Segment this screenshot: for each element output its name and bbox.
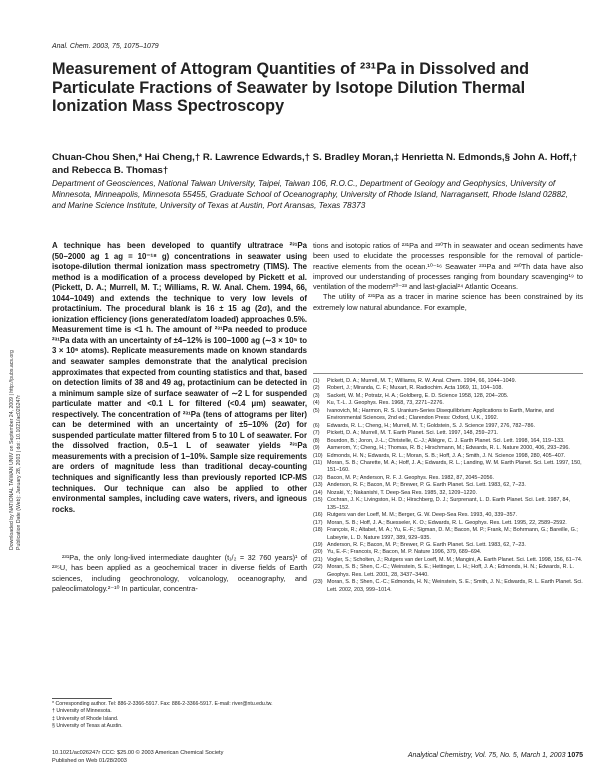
introduction bbox=[52, 553, 307, 594]
reference-item bbox=[313, 393, 583, 400]
sidebar-download-line: Downloaded by NATIONAL TAIWAN UNIV on September 24, 2009 | http://pubs.acs.org bbox=[9, 350, 15, 550]
reference-text: Asmerom, Y.; Cheng, H.; Thomas, R. B.; Hirschmann, M.; Edwards, R. L. Nature 2000, 406, 293−296. bbox=[327, 445, 570, 452]
reference-item bbox=[313, 385, 583, 392]
reference-text: Anderson, R. F.; Bacon, M. P.; Brewer, P. G. Earth Planet. Sci. Lett. 1983, 62, 7−23. bbox=[327, 482, 526, 489]
reference-text: Moran, S. B.; Shen, C.-C.; Weinstein, S. E.; Hettinger, L. H.; Hoff, J. A.; Edmonds, H. N.; Edwards, R. L. Geophys. Res. Lett. 2001, 28, 3437−3440. bbox=[327, 564, 574, 578]
reference-item bbox=[313, 378, 583, 385]
reference-text: Edwards, R. L.; Cheng, H.; Murrell, M. T.; Goldstein, S. J. Science 1997, 276, 782−786. bbox=[327, 422, 535, 429]
intro-paragraph: ²³¹Pa, the only long-lived intermediate daughter (t₁/₂ = 32 760 years)¹ of ²³⁵U, has been applied as a geochemical tracer in diverse fields of Earth sciences, including geochronology, volcanology, oceanography, and paleoclimatology.²⁻¹⁰ In particular, concentra- bbox=[52, 553, 307, 593]
article-title: Measurement of Attogram Quantities of ²³¹Pa in Dissolved and Particulate Fractions of Seawater by Isotope Dilution Thermal Ionization Mass Spectroscopy bbox=[52, 60, 529, 116]
reference-number: (14) bbox=[313, 489, 323, 496]
reference-item bbox=[313, 579, 583, 594]
journal-footer bbox=[380, 752, 583, 759]
reference-number: (16) bbox=[313, 512, 323, 519]
footnotes bbox=[52, 701, 307, 731]
abstract: A technique has been developed to quantify ultratrace ²³¹Pa (50−2000 ag 1 ag = 10⁻¹⁸ g) concentrations in seawater using isotope-dilution thermal ionization mass spectrometry (TIMS). The method is a modification of a process developed by Pickett et al. (Pickett, D. A.; Murrell, M. T.; Williams, R. W. Anal. Chem. 1994, 66, 1044−1049) and extends the technique to very low levels of protactinium. The procedural blank is 16 ± 15 ag (2σ), and the ionization efficiency (ions generated/atom loaded) approaches 0.5%. Measurement time is <1 h. The amount of ²³¹Pa needed to produce ²³¹Pa data with an uncertainty of ±4−12% is 100−1000 ag (∼3 × 10⁵ to 3 × 10⁶ atoms). Replicate measurements made on known standards and seawater samples demonstrate that the analytical precision approximates that expected from counting statistics and that, based on detection limits of 38 and 49 ag, protactinium can be detected in a minimum sample size of surface seawater of ∼2 L for suspended particulate matter and <0.1 L for filtered (<0.4 μm) seawater, respectively. The concentration of ²³¹Pa (tens of attograms per liter) can be determined with an uncertainty of ±5−10% (2σ) for suspended particulate matter filtered from 5 to 10 L of seawater. For the dissolved fraction, 0.5−1 L of seawater yields ²³¹Pa measurements with a precision of 1−10%. Sample size requirements are orders of magnitude less than traditional decay-counting techniques and significantly less than previously reported ICP-MS techniques. Our technique can also be applied to other environmental samples, including cave waters, rivers, and igneous rocks. bbox=[52, 241, 307, 514]
reference-text: Robert, J.; Miranda, C. F.; Muxart, R. Radiochim. Acta 1969, 11, 104−108. bbox=[327, 385, 503, 392]
reference-text: Ivanovich, M.; Harmon, R. S. Uranium-Series Disequilibrium: Applications to Earth, Marine, and Environmental Sciences, 2nd ed.; Clarendon Press: Oxford, U.K., 1992. bbox=[327, 407, 554, 422]
reference-item bbox=[313, 549, 583, 556]
reference-item bbox=[313, 438, 583, 445]
reference-text: Cochran, J. K.; Livingston, H. D.; Hirschberg, D. J.; Surprenant, L. D. Earth Planet. Sci. Lett. 1987, 84, 135−152. bbox=[327, 497, 570, 511]
download-sidebar bbox=[2, 150, 22, 550]
reference-text: Moran, S. B.; Shen, C.-C.; Edmonds, H. N.; Weinstein, S. E.; Smith, J. N.; Edwards, R. L. Earth Planet. Sci. Lett. 2002, 203, 999−1014. bbox=[327, 579, 583, 593]
reference-number: (19) bbox=[313, 541, 323, 548]
reference-number: (11) bbox=[313, 459, 323, 466]
reference-text: Pickett, D. A.; Murrell, M. T.; Williams, R. W. Anal. Chem. 1994, 66, 1044−1049. bbox=[327, 378, 517, 384]
footnote-rhode-island: ‡ University of Rhode Island. bbox=[52, 715, 119, 722]
reference-item bbox=[313, 482, 583, 489]
reference-item bbox=[313, 497, 583, 512]
reference-text: Bacon, M. P.; Anderson, R. F. J. Geophys. Res. 1982, 87, 2045−2056. bbox=[327, 474, 494, 481]
author-list: Chuan-Chou Shen,* Hai Cheng,† R. Lawrence Edwards,† S. Bradley Moran,‡ Henrietta N. Edmonds,§ John A. Hoff,† and Rebecca B. Thomas† bbox=[52, 152, 578, 176]
reference-text: Rutgers van der Loeff, M. M.; Berger, G. W. Deep-Sea Res. 1993, 40, 339−357. bbox=[327, 512, 518, 519]
author-affiliations: Department of Geosciences, National Taiwan University, Taipei, Taiwan 106, R.O.C., Department of Geology and Geophysics, University of Minnesota, Minneapolis, Minnesota 55455, Graduate School of Oceanography, University of Rhode Island, Narragansett, Rhode Island 02882, and Marine Science Institute, University of Texas at Austin, Port Aransas, Texas 78373 bbox=[52, 179, 568, 210]
footnote-divider bbox=[52, 698, 112, 699]
reference-number: (6) bbox=[313, 422, 320, 429]
reference-text: Bourdon, B.; Joron, J.-L.; Christelle, C.-J.; Allègre, C. J. Earth Planet. Sci. Lett. 1998, 164, 119−133. bbox=[327, 437, 565, 444]
reference-item bbox=[313, 408, 583, 423]
reference-number: (20) bbox=[313, 549, 323, 556]
references-divider bbox=[313, 373, 583, 374]
page-number: 1075 bbox=[567, 752, 583, 759]
reference-item bbox=[313, 527, 583, 542]
right-column-text bbox=[313, 241, 583, 313]
reference-number: (18) bbox=[313, 527, 323, 534]
reference-number: (8) bbox=[313, 437, 320, 444]
reference-item bbox=[313, 520, 583, 527]
reference-number: (13) bbox=[313, 482, 323, 489]
reference-text: Moran, S. B.; Hoff, J. A.; Buesseler, K. O.; Edwards, R. L. Geophys. Res. Lett. 1995, 22, 2589−2592. bbox=[327, 519, 567, 526]
reference-number: (17) bbox=[313, 519, 323, 526]
reference-item bbox=[313, 564, 583, 579]
reference-number: (21) bbox=[313, 556, 323, 563]
reference-item bbox=[313, 423, 583, 430]
footnote-corresponding: * Corresponding author. Tel: 886-2-3366-5917. Fax: 886-2-3366-5917. E-mail: river@ntu.edu.tw. bbox=[52, 701, 273, 707]
reference-number: (4) bbox=[313, 400, 320, 407]
reference-text: Ku, T.-L. J. Geophys. Res. 1968, 73, 2271−2276. bbox=[327, 400, 444, 407]
reference-number: (7) bbox=[313, 430, 320, 437]
reference-item bbox=[313, 490, 583, 497]
reference-text: Anderson, R. F.; Bacon, M. P.; Brewer, P. G. Earth Planet. Sci. Lett. 1983, 62, 7−23. bbox=[327, 541, 526, 548]
reference-list bbox=[313, 378, 583, 594]
reference-item bbox=[313, 400, 583, 407]
reference-item bbox=[313, 430, 583, 437]
reference-item bbox=[313, 445, 583, 452]
reference-number: (23) bbox=[313, 579, 323, 586]
publication-footer bbox=[52, 750, 223, 765]
journal-issue: Analytical Chemistry, Vol. 75, No. 5, March 1, 2003 bbox=[407, 752, 566, 759]
footnote-minnesota: † University of Minnesota. bbox=[52, 708, 112, 715]
reference-text: Nozaki, Y.; Nakanishi, T. Deep-Sea Res. 1985, 32, 1209−1220. bbox=[327, 489, 477, 496]
reference-number: (5) bbox=[313, 407, 320, 414]
sidebar-text bbox=[9, 350, 22, 550]
reference-text: Yu, E.-F.; Francois, R.; Bacon, M. P. Nature 1996, 379, 689−694. bbox=[327, 549, 482, 556]
reference-item bbox=[313, 542, 583, 549]
reference-number: (12) bbox=[313, 474, 323, 481]
journal-reference: Anal. Chem. 2003, 75, 1075–1079 bbox=[52, 43, 159, 50]
reference-text: Moran, S. B.; Charette, M. A.; Hoff, J. A.; Edwards, R. L.; Landing, W. M. Earth Planet. Sci. Lett. 1997, 150, 151−160. bbox=[327, 459, 582, 474]
right-col-continuation: tions and isotopic ratios of ²³¹Pa and ²³⁰Th in seawater and ocean sediments have been used to elucidate the processes responsible for the removal of particle-reactive elements from the ocean.¹⁰⁻¹⁶ Seawater ²³¹Pa and ²³⁰Th data have also improved our understanding of processes ranging from boundary scavenging¹⁹ to ventilation of the modern²⁰⁻²³ and last-glacial²⁴ Atlantic Oceans. bbox=[313, 241, 583, 292]
right-col-paragraph: The utility of ²³¹Pa as a tracer in marine science has been constrained by its extremely low natural abundance. For example, bbox=[313, 292, 583, 312]
reference-item bbox=[313, 460, 583, 475]
reference-number: (10) bbox=[313, 452, 323, 459]
reference-number: (15) bbox=[313, 497, 323, 504]
reference-number: (2) bbox=[313, 385, 320, 392]
doi-copyright-line: 10.1021/ac026247r CCC: $25.00 © 2003 American Chemical Society bbox=[52, 750, 224, 756]
reference-text: François, R.; Altabet, M. A.; Yu, E.-F.; Sigman, D. M.; Bacon, M. P.; Frank, M.; Bohrmann, G.; Bareille, G.; Labeyrie, L. D. Nature 1997, 389, 929−935. bbox=[327, 527, 578, 541]
reference-item bbox=[313, 453, 583, 460]
web-publication-date: Published on Web 01/28/2003 bbox=[52, 757, 127, 764]
reference-number: (9) bbox=[313, 445, 320, 452]
reference-text: Edmonds, H. N.; Edwards, R. L.; Moran, S. B.; Hoff, J. A.; Smith, J. N. Science 1998, 280, 405−407. bbox=[327, 452, 566, 459]
sidebar-publication-line: Publication Date (Web): January 28, 2003 | doi: 10.1021/ac026247r bbox=[15, 395, 22, 550]
reference-item bbox=[313, 557, 583, 564]
reference-item bbox=[313, 475, 583, 482]
footnote-texas: § University of Texas at Austin. bbox=[52, 723, 123, 730]
reference-number: (1) bbox=[313, 378, 320, 384]
reference-text: Vogler, S.; Scholten, J.; Rutgers van der Loeff, M. M.; Mangini, A. Earth Planet. Sci. Lett. 1998, 156, 61−74. bbox=[327, 556, 583, 563]
reference-text: Sackett, W. M.; Potratz, H. A.; Goldberg, E. D. Science 1958, 128, 204−205. bbox=[327, 392, 509, 399]
reference-item bbox=[313, 512, 583, 519]
reference-number: (3) bbox=[313, 392, 320, 399]
reference-number: (22) bbox=[313, 564, 323, 571]
reference-text: Pickett, D. A.; Murrell, M. T. Earth Planet. Sci. Lett. 1997, 148, 259−271. bbox=[327, 430, 499, 437]
